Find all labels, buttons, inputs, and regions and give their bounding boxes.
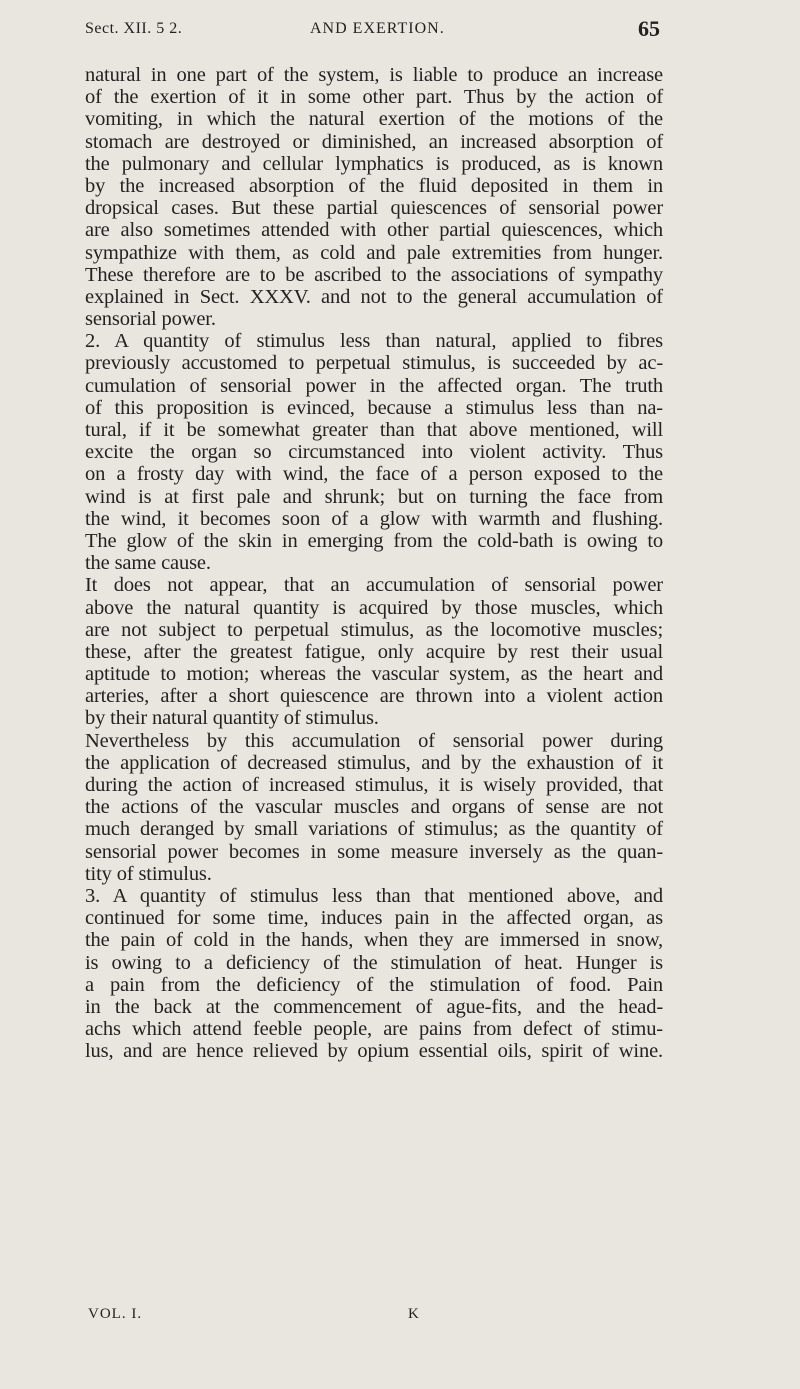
text-line: dropsical cases. But these partial quiescences of sensorial power xyxy=(85,197,663,220)
page-number: 65 xyxy=(638,16,660,41)
text-line: 3. A quantity of stimulus less than that mentioned above, and xyxy=(85,884,663,907)
text-line: the same cause. xyxy=(85,552,211,575)
text-line: natural in one part of the system, is liable to produce an increase xyxy=(85,64,663,86)
text-line: of the exertion of it in some other part. Thus by the action of xyxy=(85,86,663,109)
text-line: the wind, it becomes soon of a glow with warmth and flushing. xyxy=(85,507,663,530)
text-line: by their natural quantity of stimulus. xyxy=(85,707,379,730)
text-line: on a frosty day with wind, the face of a person exposed to the xyxy=(85,463,663,486)
text-line: are also sometimes attended with other partial quiescences, which xyxy=(85,219,663,242)
text-line: a pain from the deficiency of the stimulation of food. Pain xyxy=(85,973,663,996)
text-line: tity of stimulus. xyxy=(85,862,212,885)
text-line: Nevertheless by this accumulation of sensorial power during xyxy=(85,729,663,752)
text-line: arteries, after a short quiescence are thrown into a violent action xyxy=(85,685,663,708)
text-line: explained in Sect. XXXV. and not to the general accumulation of xyxy=(85,285,663,308)
text-line: stomach are destroyed or diminished, an increased absorption of xyxy=(85,130,663,153)
section-reference: Sect. XII. 5 2. xyxy=(85,20,183,37)
text-line: These therefore are to be ascribed to the associations of sympathy xyxy=(85,263,663,286)
text-line: in the back at the commencement of ague-fits, and the head- xyxy=(85,995,663,1018)
signature-mark: K xyxy=(408,1306,420,1322)
text-line: above the natural quantity is acquired by those muscles, which xyxy=(85,596,663,619)
text-line: the pain of cold in the hands, when they are immersed in snow, xyxy=(85,929,663,952)
text-line: lus, and are hence relieved by opium essential oils, spirit of wine. xyxy=(85,1040,663,1063)
text-line: vomiting, in which the natural exertion of the motions of the xyxy=(85,108,663,131)
body-text xyxy=(85,64,663,1062)
text-line: previously accustomed to perpetual stimulus, is succeeded by ac- xyxy=(85,352,663,375)
text-line: by the increased absorption of the fluid deposited in them in xyxy=(85,174,663,197)
text-line: wind is at first pale and shrunk; but on turning the face from xyxy=(85,485,663,508)
text-line: tural, if it be somewhat greater than that above mentioned, will xyxy=(85,419,663,441)
running-header xyxy=(85,16,660,42)
running-title: AND EXERTION. xyxy=(310,20,445,37)
text-line: aptitude to motion; whereas the vascular system, as the heart and xyxy=(85,663,663,686)
text-line: the application of decreased stimulus, and by the exhaustion of it xyxy=(85,751,663,774)
text-line: the actions of the vascular muscles and organs of sense are not xyxy=(85,796,663,819)
text-line: sensorial power becomes in some measure inversely as the quan- xyxy=(85,840,663,863)
text-line: during the action of increased stimulus, it is wisely provided, that xyxy=(85,774,663,796)
text-line: are not subject to perpetual stimulus, as the locomotive muscles; xyxy=(85,618,663,641)
page-footer xyxy=(88,1306,508,1328)
text-line: sympathize with them, as cold and pale extremities from hunger. xyxy=(85,241,663,264)
text-line: much deranged by small variations of stimulus; as the quantity of xyxy=(85,818,663,841)
text-line: of this proposition is evinced, because a stimulus less than na- xyxy=(85,396,663,419)
text-line: 2. A quantity of stimulus less than natural, applied to fibres xyxy=(85,330,663,353)
text-line: It does not appear, that an accumulation of sensorial power xyxy=(85,574,663,597)
text-line: excite the organ so circumstanced into violent activity. Thus xyxy=(85,441,663,464)
text-line: The glow of the skin in emerging from the cold-bath is owing to xyxy=(85,529,663,552)
text-line: is owing to a deficiency of the stimulation of heat. Hunger is xyxy=(85,951,663,974)
text-line: these, after the greatest fatigue, only acquire by rest their usual xyxy=(85,640,663,663)
text-line: sensorial power. xyxy=(85,308,216,331)
text-line: cumulation of sensorial power in the affected organ. The truth xyxy=(85,374,663,397)
text-line: continued for some time, induces pain in the affected organ, as xyxy=(85,907,663,930)
text-line: the pulmonary and cellular lymphatics is produced, as is known xyxy=(85,152,663,175)
text-line: achs which attend feeble people, are pains from defect of stimu- xyxy=(85,1018,663,1041)
volume-label: VOL. I. xyxy=(88,1306,143,1322)
